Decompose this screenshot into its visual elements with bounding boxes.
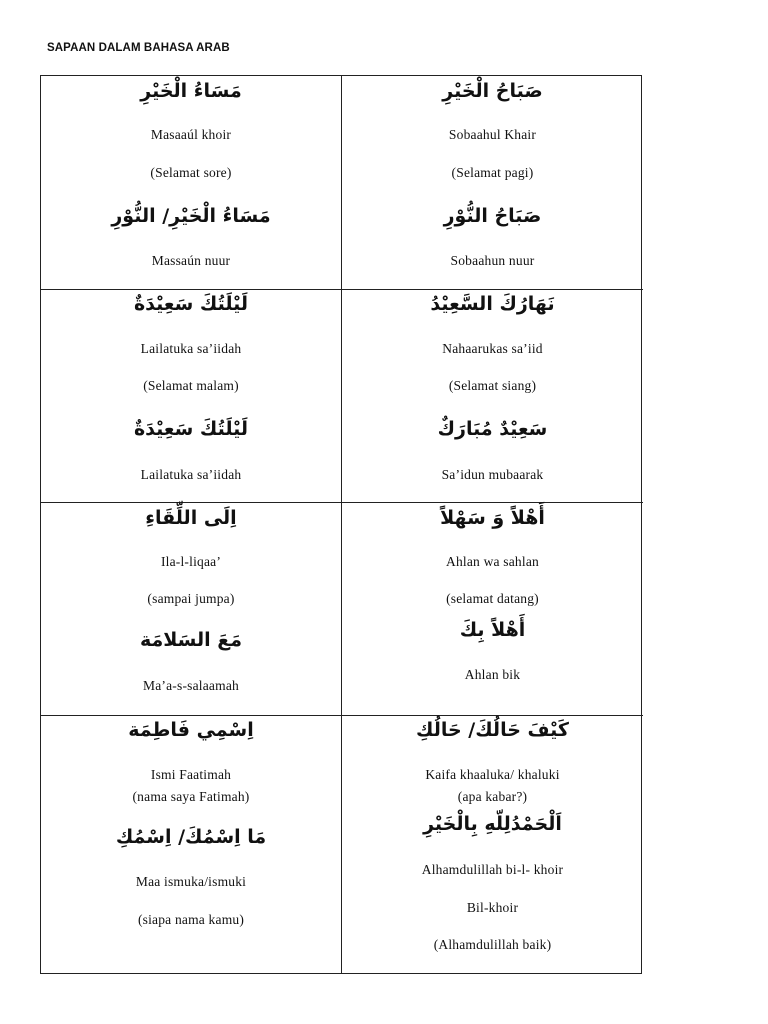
transliteration: Ma’a-s-salaamah — [143, 678, 239, 693]
translation: (apa kabar?) — [457, 789, 528, 804]
translation: (siapa nama kamu) — [137, 912, 245, 927]
translation: (Selamat malam) — [143, 378, 239, 393]
arabic-text: أَهْلاً وَ سَهْلاً — [440, 507, 545, 529]
transliteration: Lailatuka sa’iidah — [140, 467, 242, 482]
transliteration: Sobaahun nuur — [450, 253, 535, 268]
cell-nahaarukas-saiid — [342, 290, 643, 503]
arabic-text: لَيْلَتُكَ سَعِيْدَةٌ — [133, 418, 249, 440]
transliteration: Alhamdulillah bi-l- khoir — [421, 862, 564, 877]
arabic-text: مَسَاءُ الْخَيْرِ — [140, 80, 242, 102]
arabic-text: اِلَى اللِّقَاءِ — [145, 507, 237, 529]
translation: (Selamat siang) — [448, 378, 537, 393]
cell-masaaul-khoir — [41, 76, 342, 290]
cell-kaifa-khaaluka — [342, 716, 643, 974]
transliteration: Sa’idun mubaarak — [441, 467, 544, 482]
arabic-text: مَا اِسْمُكَ/ اِسْمُكِ — [115, 826, 267, 848]
arabic-text: مَسَاءُ الْخَيْرِ/ النُّوْرِ — [111, 205, 271, 227]
translation: (sampai jumpa) — [147, 591, 235, 606]
cell-ila-l-liqaa — [41, 503, 342, 716]
cell-ahlan-wa-sahlan — [342, 503, 643, 716]
transliteration: Ila-l-liqaa’ — [160, 554, 222, 569]
arabic-text: مَعَ السَلامَة — [139, 629, 243, 651]
translation: (Selamat pagi) — [451, 165, 534, 180]
transliteration: Ahlan wa sahlan — [446, 554, 539, 569]
document-title: SAPAAN DALAM BAHASA ARAB — [47, 42, 230, 54]
arabic-text: نَهَارُكَ السَّعِيْدُ — [430, 293, 555, 315]
greetings-table — [40, 75, 642, 974]
transliteration: Ismi Faatimah — [150, 767, 232, 782]
transliteration: Sobaahul Khair — [448, 127, 537, 142]
transliteration: Massaún nuur — [151, 253, 231, 268]
translation: (nama saya Fatimah) — [132, 789, 250, 804]
cell-lailatuka-saiidah — [41, 290, 342, 503]
arabic-text: صَبَاحُ الْخَيْرِ — [442, 80, 543, 102]
arabic-text: اِسْمِي فَاطِمَة — [128, 719, 254, 741]
cell-sobaahul-khair — [342, 76, 643, 290]
arabic-text: اَلْحَمْدُلِلّهِ بِالْخَيْرِ — [423, 813, 562, 835]
transliteration: Ahlan bik — [464, 667, 521, 682]
translation: (Alhamdulillah baik) — [433, 937, 552, 952]
arabic-text: أَهْلاً بِكَ — [459, 619, 526, 641]
arabic-text: لَيْلَتُكَ سَعِيْدَةٌ — [133, 293, 249, 315]
transliteration: Masaaúl khoir — [150, 127, 232, 142]
translation: (selamat datang) — [446, 591, 539, 606]
transliteration: Bil-khoir — [466, 900, 519, 915]
transliteration: Nahaarukas sa’iid — [442, 341, 543, 356]
arabic-text: سَعِيْدٌ مُبَارَكٌ — [437, 418, 548, 440]
arabic-text: كَيْفَ حَالُكَ/ حَالُكِ — [416, 719, 569, 741]
cell-ismi-faatimah — [41, 716, 342, 974]
transliteration: Lailatuka sa’iidah — [140, 341, 242, 356]
arabic-text: صَبَاحُ النُّوْرِ — [443, 205, 542, 227]
transliteration: Kaifa khaaluka/ khaluki — [425, 767, 560, 782]
translation: (Selamat sore) — [150, 165, 232, 180]
transliteration: Maa ismuka/ismuki — [135, 874, 247, 889]
